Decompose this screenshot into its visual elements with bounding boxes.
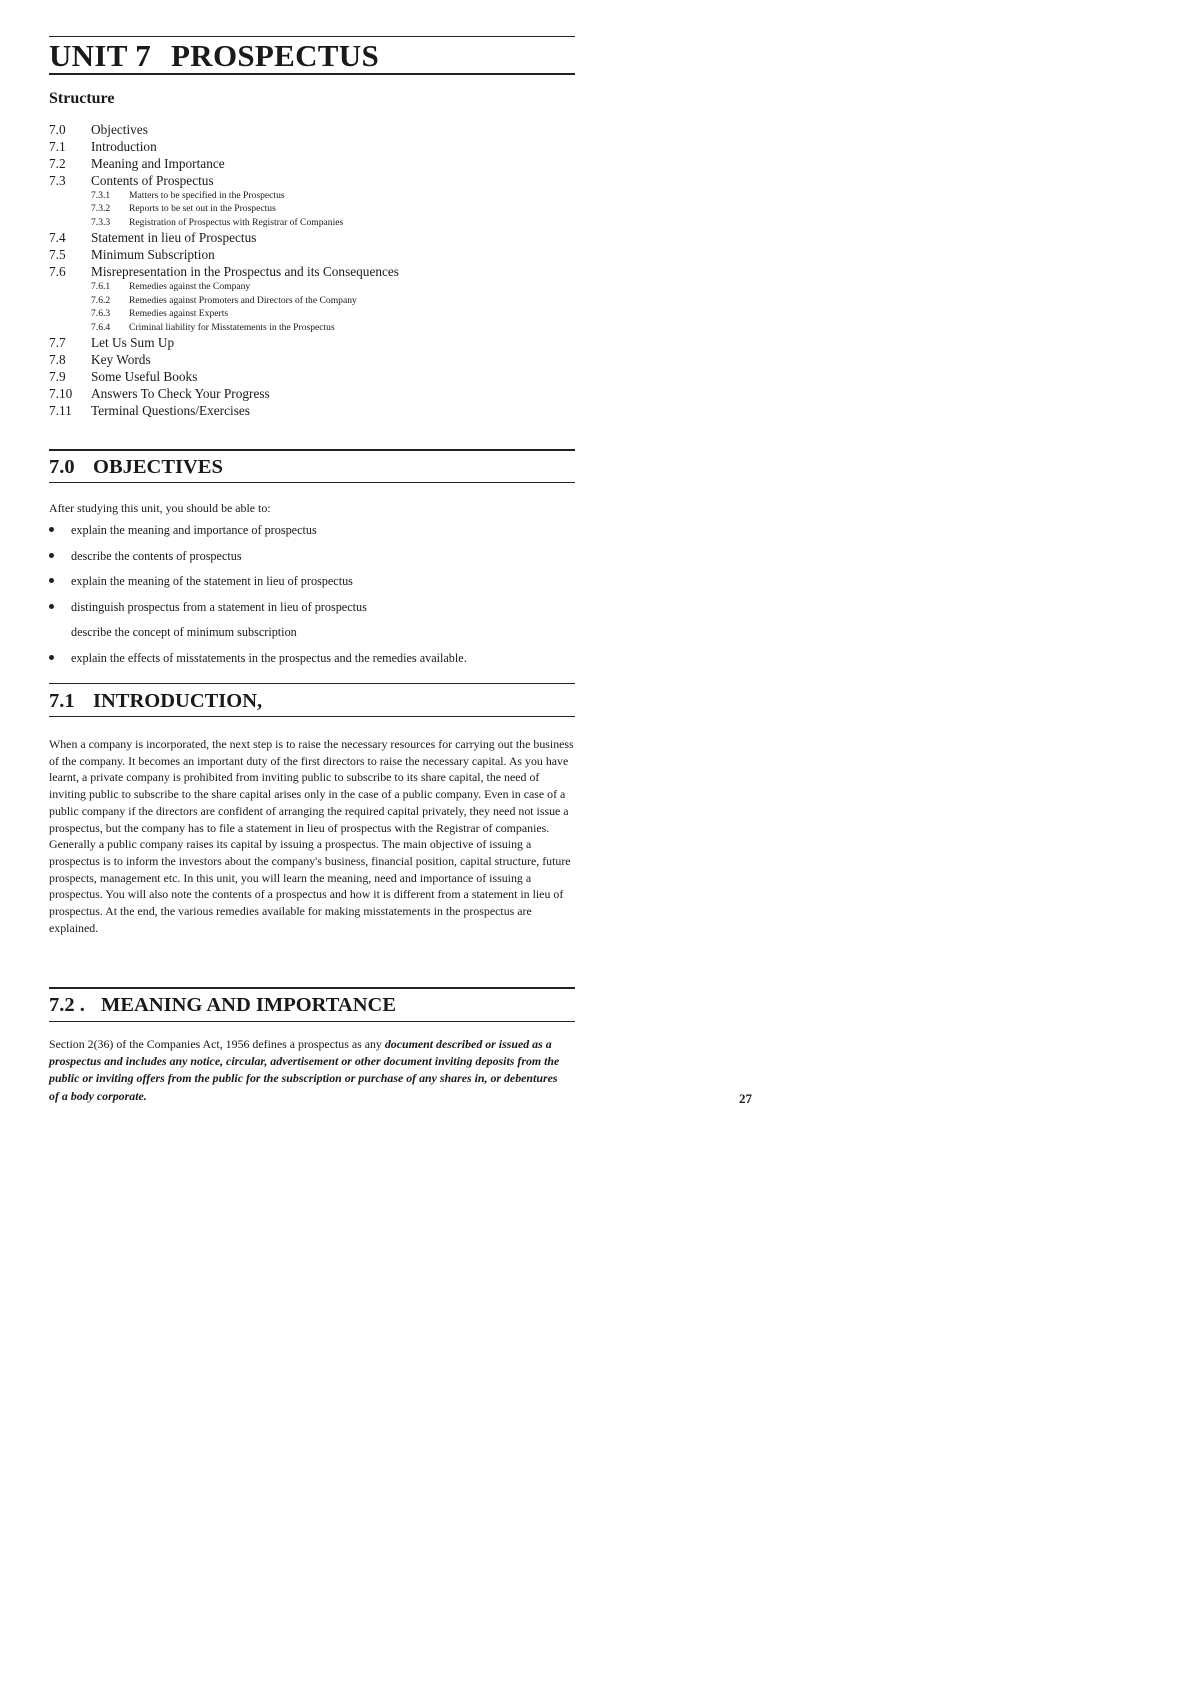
bullet-icon — [49, 578, 54, 583]
structure-entry: 7.8 Key Words — [49, 352, 151, 368]
objective-item: describe the contents of prospectus — [49, 549, 579, 575]
structure-entry: 7.4 Statement in lieu of Prospectus — [49, 230, 257, 246]
structure-list — [49, 122, 579, 420]
objective-item: explain the meaning of the statement in lieu of prospectus — [49, 574, 579, 600]
structure-subentry: 7.6.1 Remedies against the Company — [91, 281, 251, 293]
structure-subentry: 7.3.2 Reports to be set out in the Prospectus — [91, 203, 276, 215]
structure-subentry: 7.6.4 Criminal liability for Misstatements in the Prospectus — [91, 321, 335, 333]
meaning-body: Section 2(36) of the Companies Act, 1956 defines a prospectus as any document described or issued as a prospectus and includes any notice, circular, advertisement or other document inviting deposits from the public or inviting offers from the public for the subscription or purchase of any shares in, or debentures of a body corporate. — [49, 1037, 560, 1103]
structure-entry: 7.5 Minimum Subscription — [49, 247, 215, 263]
bullet-icon — [49, 655, 54, 660]
introduction-top-rule — [49, 683, 575, 684]
unit-label: UNIT 7 — [49, 38, 152, 73]
unit-title — [49, 38, 379, 74]
structure-entry: 7.1 Introduction — [49, 138, 157, 154]
introduction-heading: 7.1 INTRODUCTION, — [49, 690, 263, 712]
bullet-icon — [49, 604, 54, 609]
objective-item: distinguish prospectus from a statement in lieu of prospectus — [49, 600, 579, 626]
title-underline — [49, 73, 575, 75]
structure-entry: 7.7 Let Us Sum Up — [49, 335, 175, 351]
structure-entry: 7.9 Some Useful Books — [49, 369, 198, 385]
structure-entry: 7.10 Answers To Check Your Progress — [49, 386, 270, 402]
objective-item: explain the effects of misstatements in the prospectus and the remedies available. — [49, 651, 579, 677]
introduction-bottom-rule — [49, 716, 575, 717]
structure-subentry: 7.3.3 Registration of Prospectus with Registrar of Companies — [91, 216, 344, 228]
structure-subentry: 7.3.1 Matters to be specified in the Prospectus — [91, 189, 285, 201]
introduction-body: When a company is incorporated, the next step is to raise the necessary resources for carrying out the business of the company. It becomes an important duty of the first directors to raise the necessary capital. As you have learnt, a private company is prohibited from inviting public to subscribe to its share capital, the need of inviting public to subscribe to the share capital arises only in the case of a public company. Even in case of a public company if the directors are confident of arranging the required capital privately, they need not issue a prospectus, but the company has to file a statement in lieu of prospectus with the Registrar of companies. Generally a public company raises its capital by issuing a prospectus. The main objective of issuing a prospectus is to inform the investors about the company's business, financial position, capital structure, future prospects, management etc. In this unit, you will learn the meaning, need and importance of issuing a prospectus. You will also note the contents of a prospectus and how it is different from a statement in lieu of prospectus. At the end, the various remedies available for making misstatements in the prospectus are explained. — [49, 737, 574, 935]
meaning-top-rule — [49, 987, 575, 989]
structure-entry: 7.0 Objectives — [49, 122, 148, 137]
objectives-heading: 7.0 OBJECTIVES — [49, 456, 223, 478]
objectives-list — [49, 523, 579, 676]
unit-name: PROSPECTUS — [171, 38, 379, 73]
objectives-lead: After studying this unit, you should be able to: — [49, 501, 271, 515]
objective-item: explain the meaning and importance of prospectus — [49, 523, 579, 549]
structure-heading: Structure — [49, 90, 115, 107]
objectives-top-rule — [49, 449, 575, 451]
bullet-icon — [49, 553, 54, 558]
top-rule — [49, 36, 575, 37]
meaning-bottom-rule — [49, 1021, 575, 1022]
bullet-icon — [49, 527, 54, 532]
structure-entry: 7.3 Contents of Prospectus — [49, 172, 214, 188]
objective-item: describe the concept of minimum subscription — [71, 625, 297, 639]
structure-entry: 7.11 Terminal Questions/Exercises — [49, 402, 250, 418]
objectives-bottom-rule — [49, 482, 575, 483]
structure-subentry: 7.6.2 Remedies against Promoters and Directors of the Company — [91, 294, 357, 306]
page-number: 27 — [739, 1091, 752, 1106]
meaning-heading: 7.2 . MEANING AND IMPORTANCE — [49, 994, 397, 1016]
prospectus-definition: document described or issued as a prospectus and includes any notice, circular, advertisement or other document inviting deposits from the public or inviting offers from the public for the subscription or purchase of any shares in, or debentures of a body corporate. — [49, 1037, 560, 1103]
structure-entry: 7.6 Misrepresentation in the Prospectus and its Consequences — [49, 264, 399, 280]
structure-subentry: 7.6.3 Remedies against Experts — [91, 308, 229, 320]
structure-entry: 7.2 Meaning and Importance — [49, 155, 225, 171]
